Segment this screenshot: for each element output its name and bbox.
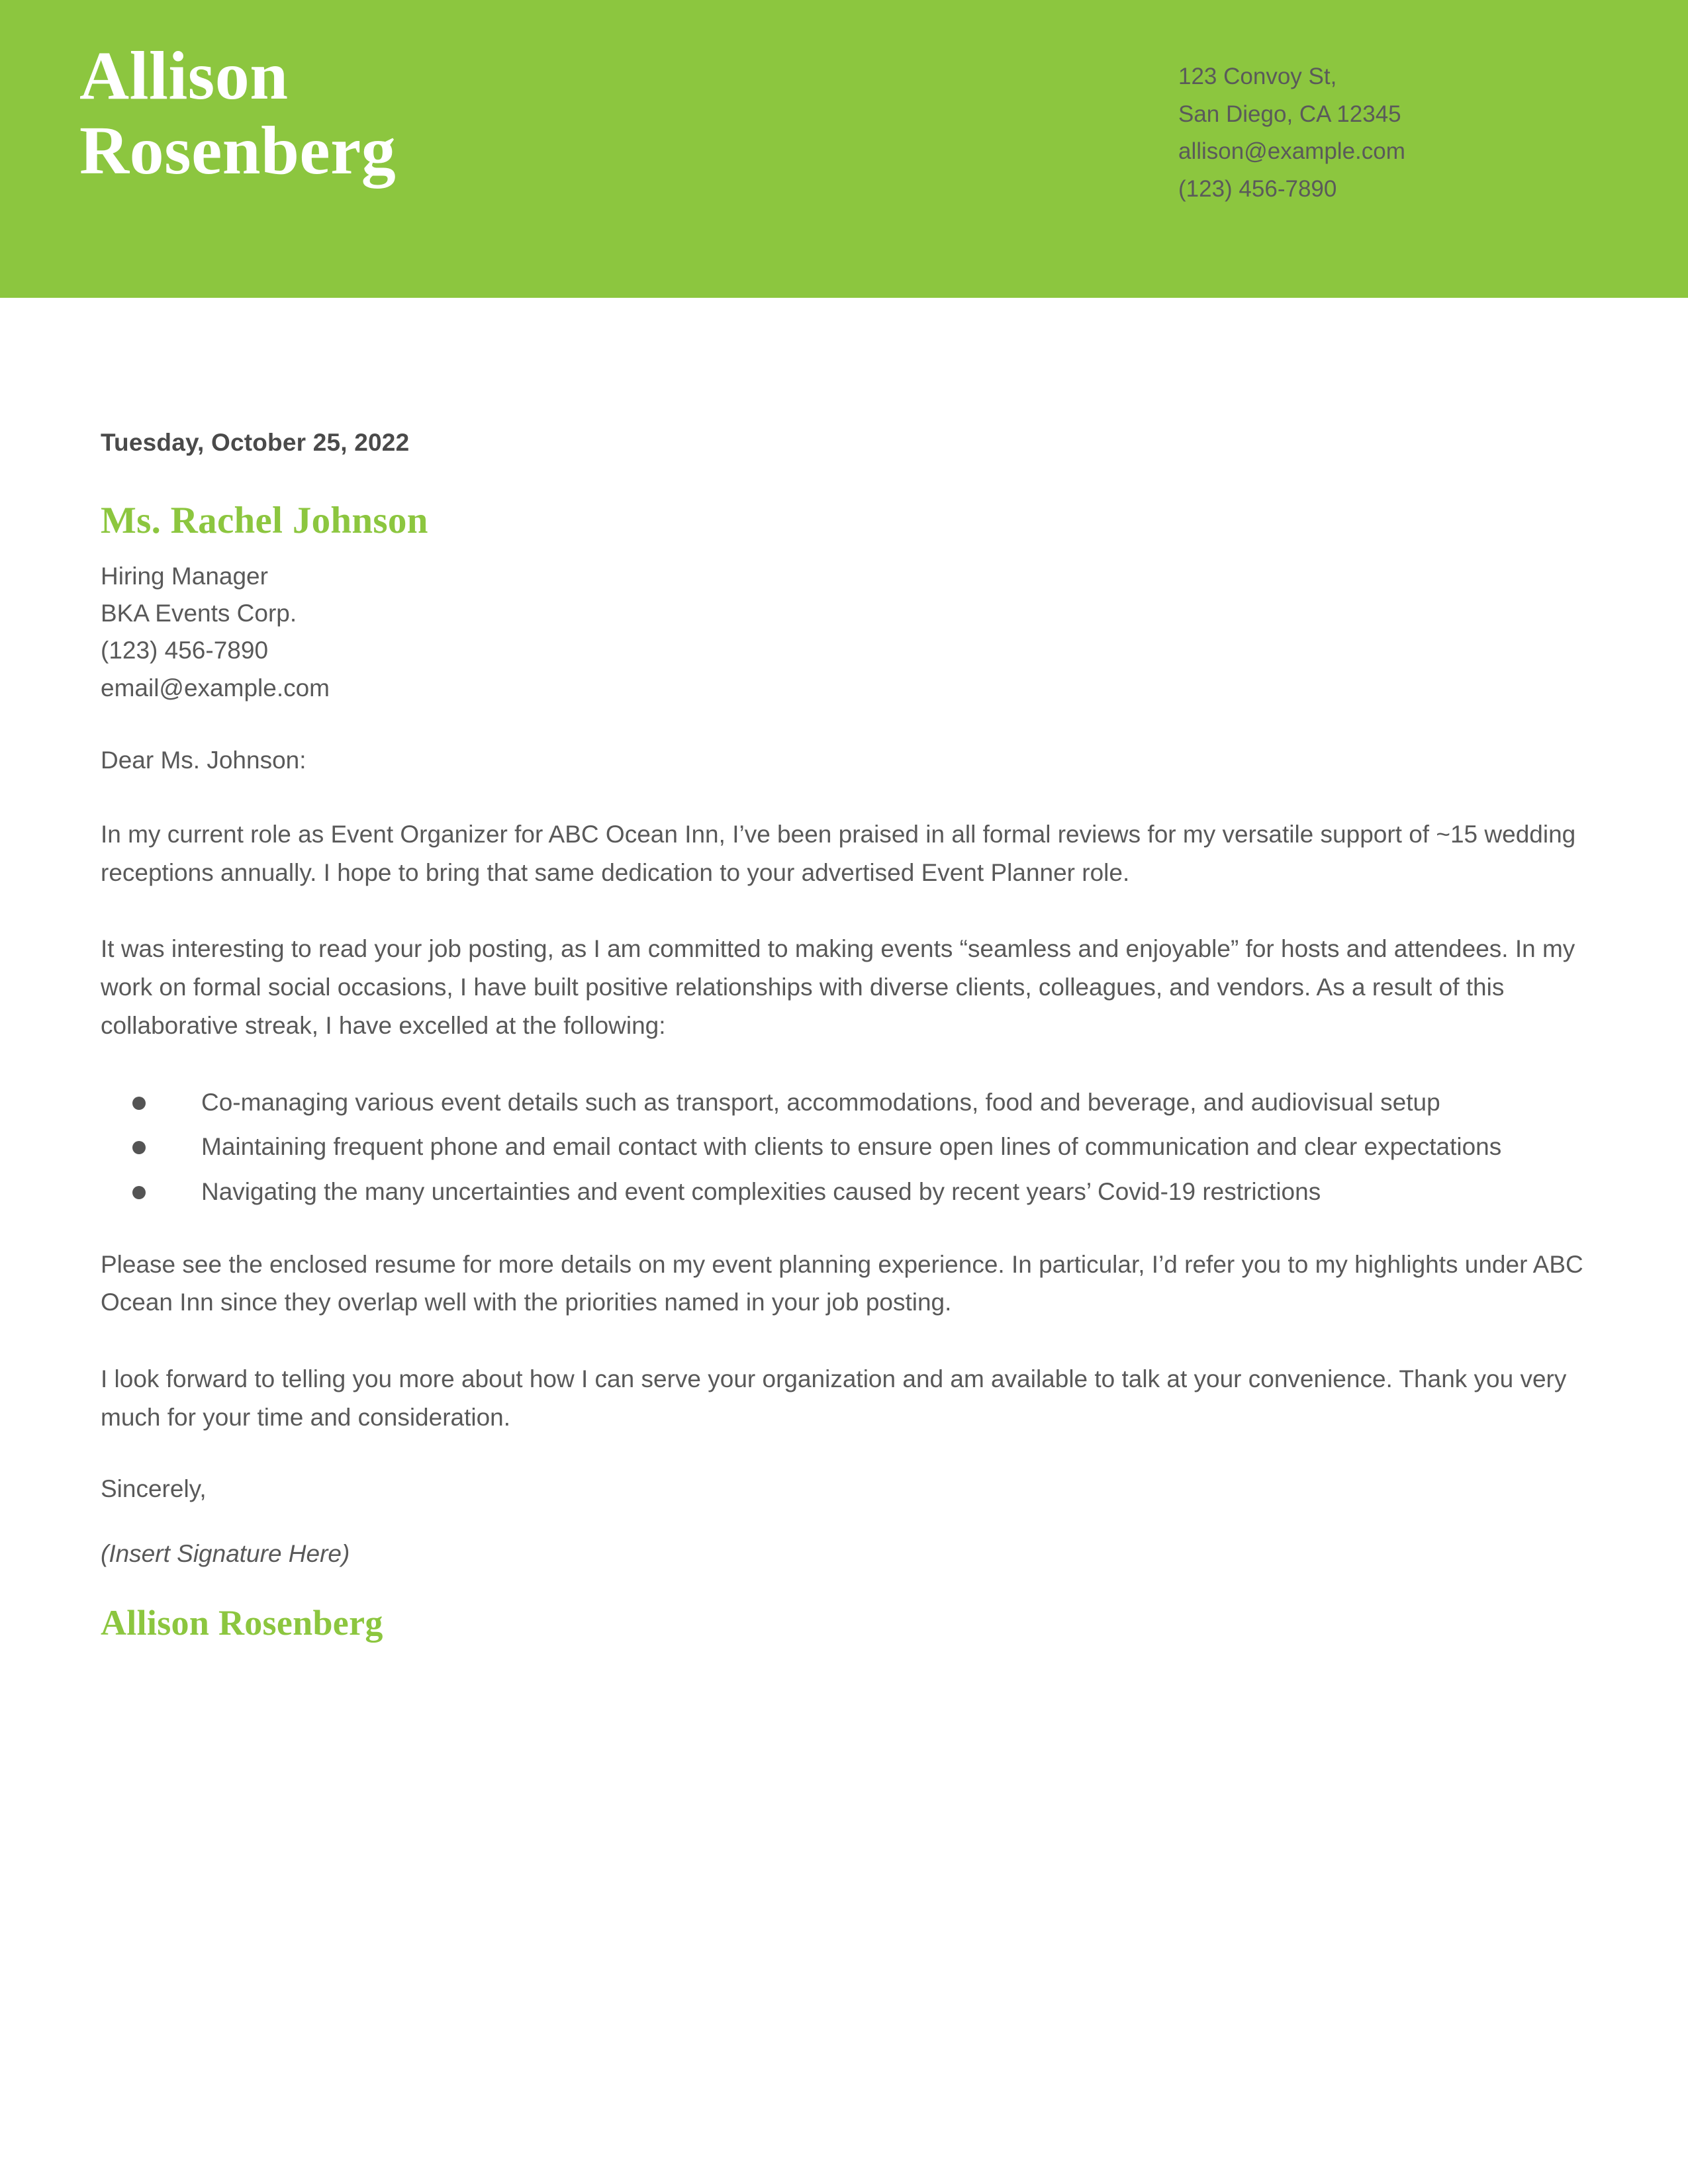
sign-off: Sincerely, (101, 1475, 207, 1502)
closing-paragraph-2: I look forward to telling you more about how I can serve your organization and am available to talk at your convenience. Thank you very much for your time and consideration. (101, 1365, 1567, 1431)
recipient-company: BKA Events Corp. (101, 600, 297, 627)
list-item (101, 1173, 1530, 1211)
bullet-dot-icon (132, 1186, 146, 1199)
signature-name: Allison Rosenberg (101, 1602, 383, 1643)
closing-paragraph-1: Please see the enclosed resume for more details on my event planning experience. In particular, I’d refer you to my highlights under ABC Ocean Inn since they overlap well with the priorities named in your job posting. (101, 1250, 1583, 1316)
letter-date: Tuesday, October 25, 2022 (101, 429, 410, 456)
applicant-last-name: Rosenberg (79, 113, 397, 189)
list-item-text: Maintaining frequent phone and email contact with clients to ensure open lines of communication and clear expectations (201, 1133, 1502, 1161)
applicant-city-state-zip: San Diego, CA 12345 (1178, 101, 1401, 127)
signature-placeholder: (Insert Signature Here) (101, 1539, 350, 1567)
recipient-name: Ms. Rachel Johnson (101, 500, 428, 541)
applicant-name-header (79, 38, 1006, 189)
header-band (0, 0, 1688, 298)
recipient-phone: (123) 456-7890 (101, 637, 269, 664)
bullet-dot-icon (132, 1141, 146, 1154)
list-item (101, 1083, 1530, 1122)
applicant-first-name: Allison (79, 38, 289, 114)
list-item (101, 1128, 1530, 1166)
body-paragraph-2: It was interesting to read your job posting, as I am committed to making events “seamless and enjoyable” for hosts and attendees. In my work on formal social occasions, I have built positive relationships with diverse clients, colleagues, and vendors. As a result of this collaborative streak, I have excelled at the following: (101, 935, 1575, 1039)
list-item-text: Navigating the many uncertainties and event complexities caused by recent years’ Covid-19 restrictions (201, 1177, 1321, 1205)
applicant-email[interactable]: allison@example.com (1178, 138, 1405, 165)
applicant-phone[interactable]: (123) 456-7890 (1178, 176, 1337, 203)
recipient-details-block (101, 558, 1590, 707)
list-item-text: Co-managing various event details such as transport, accommodations, food and beverage, and audiovisual setup (201, 1088, 1440, 1116)
applicant-street-address: 123 Convoy St, (1178, 64, 1337, 89)
salutation: Dear Ms. Johnson: (101, 746, 306, 774)
bullet-dot-icon (132, 1097, 146, 1110)
recipient-title: Hiring Manager (101, 563, 268, 590)
body-paragraph-1: In my current role as Event Organizer for ABC Ocean Inn, I’ve been praised in all formal reviews for my versatile support of ~15 wedding receptions annually. I hope to bring that same dedication to your advertised Event Planner role. (101, 820, 1576, 886)
letter-body (101, 429, 1590, 1643)
achievements-list (101, 1083, 1590, 1211)
applicant-contact-block (1178, 58, 1628, 208)
recipient-email: email@example.com (101, 674, 330, 702)
